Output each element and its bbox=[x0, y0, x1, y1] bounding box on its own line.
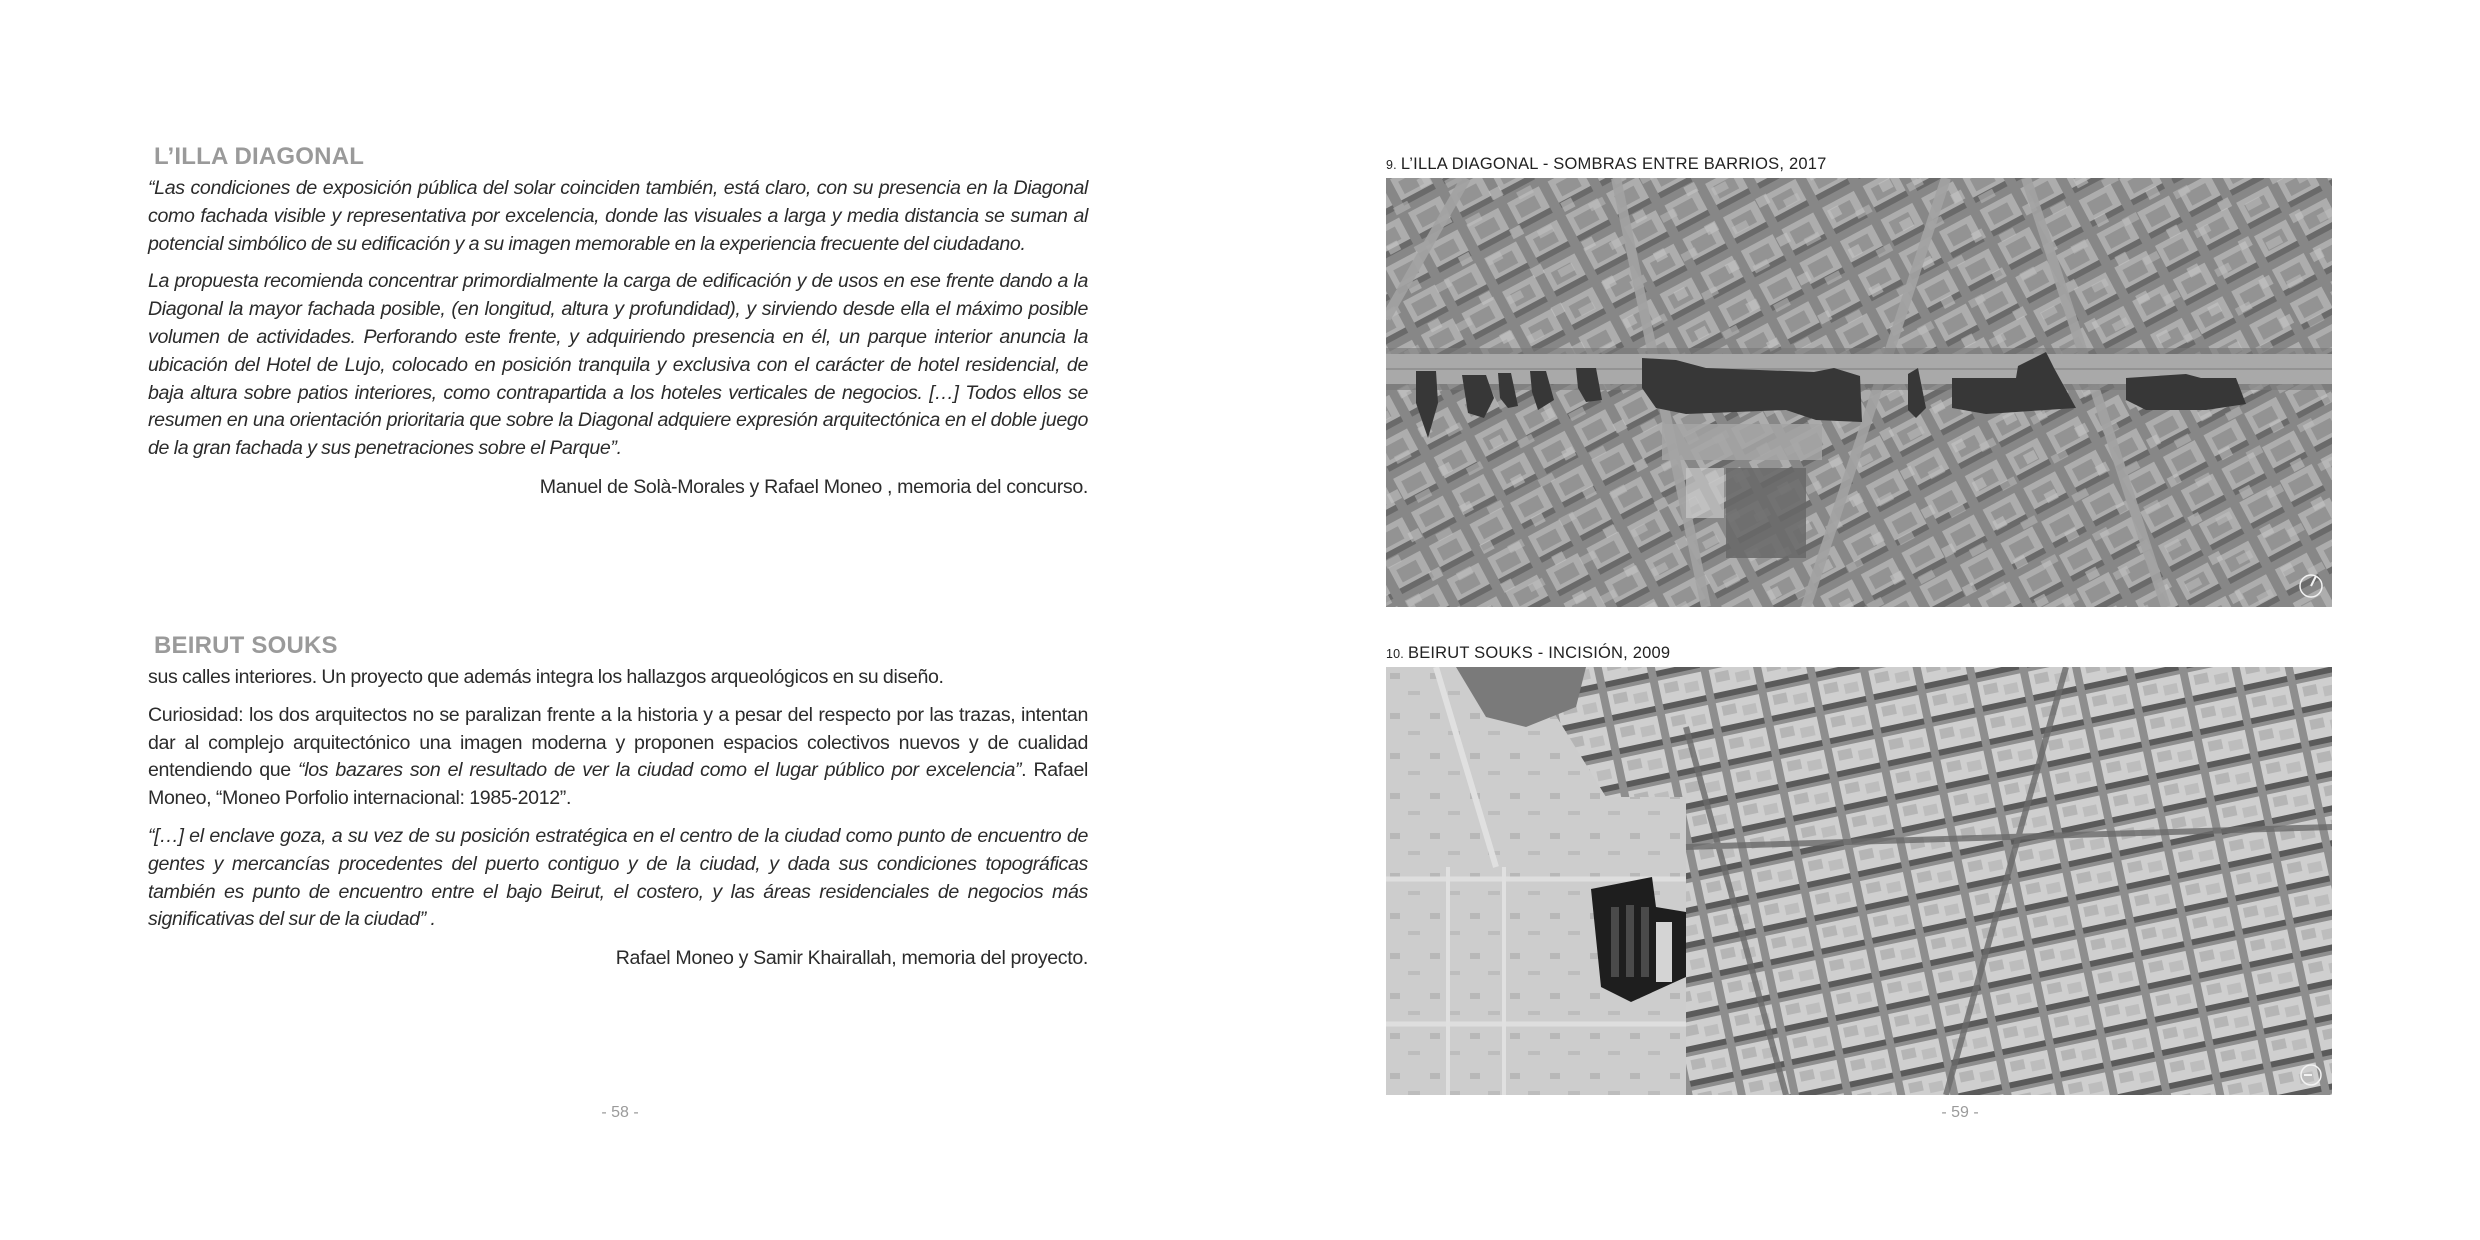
curiosity-paragraph bbox=[148, 702, 1088, 813]
intro-paragraph: sus calles interiores. Un proyecto que además integra los hallazgos arqueológicos en su diseño. bbox=[148, 666, 944, 688]
section-lilla-diagonal bbox=[148, 143, 1088, 501]
page-number: - 58 - bbox=[601, 1104, 639, 1121]
right-page bbox=[1240, 0, 2480, 1240]
page-number: - 59 - bbox=[1941, 1104, 1979, 1121]
figure-number: 10. bbox=[1386, 647, 1404, 661]
quote-paragraph: “[…] el enclave goza, a su vez de su posición estratégica en el centro de la ciudad como punto de encuentro de gentes y mercancías procedentes del puerto contiguo y de la ciudad, y dada sus condiciones topográficas también es punto de encuentro entre el bajo Beirut, el costero, y las áreas residenciales de negocios más significativas del sur de la ciudad” . bbox=[148, 824, 1088, 931]
section-beirut-souks bbox=[148, 632, 1088, 972]
figure-caption bbox=[1386, 643, 2332, 663]
quote-paragraph: “Las condiciones de exposición pública del solar coinciden también, está claro, con su presencia en la Diagonal como fachada visible y representativa por excelencia, donde las visuales a larga y media distancia se suman al potencial simbólico de su edificación y a su imagen memorable en la experiencia frecuente del ciudadano. bbox=[148, 177, 1088, 255]
curiosity-quote: “los bazares son el resultado de ver la ciudad como el lugar público por excelencia” bbox=[298, 759, 1022, 782]
figure-9 bbox=[1386, 154, 2332, 607]
figure-number: 9. bbox=[1386, 158, 1397, 172]
curiosity-tail: . Rafael Moneo, “Moneo Porfolio internacional: 1985-2012”. bbox=[148, 759, 1088, 810]
section-heading: BEIRUT SOUKS bbox=[154, 632, 338, 659]
aerial-photo-diagonal-shadows bbox=[1386, 178, 2332, 607]
section-heading: L’ILLA DIAGONAL bbox=[154, 143, 365, 170]
quote-paragraph: La propuesta recomienda concentrar primordialmente la carga de edificación y de usos en ese frente dando a la Diagonal la mayor fachada posible, (en longitud, altura y profundidad), y sirviendo desde ella el máximo posible volumen de actividades. Perforando este frente, y adquiriendo presencia en él, un parque interior anuncia la ubicación del Hotel de Lujo, colocado en posición tranquila y exclusiva con el carácter de hotel residencial, de baja altura sobre patios interiores, como contrapartida a los hoteles verticales de negocios. […] Todos ellos se resumen en una orientación prioritaria que sobre la Diagonal adquiere expresión arquitectónica en el doble juego de la gran fachada y sus penetraciones sobre el Parque”. bbox=[148, 270, 1088, 460]
figure-caption-text: BEIRUT SOUKS - INCISIÓN, 2009 bbox=[1407, 644, 1671, 662]
figure-10 bbox=[1386, 643, 2332, 1095]
figure-caption-text: L’ILLA DIAGONAL - SOMBRAS ENTRE BARRIOS, 2017 bbox=[1400, 155, 1827, 173]
figure-caption bbox=[1386, 154, 2332, 174]
aerial-photo-beirut-souks bbox=[1386, 667, 2332, 1095]
attribution: Rafael Moneo y Samir Khairallah, memoria del proyecto. bbox=[615, 947, 1088, 970]
attribution: Manuel de Solà-Morales y Rafael Moneo , memoria del concurso. bbox=[539, 475, 1088, 498]
curiosity-lead: Curiosidad: los dos arquitectos no se paralizan frente a la historia y a pesar del respecto por las trazas, intentan dar al complejo arquitectónico una imagen moderna y proponen espacios colectivos nuevos y de cualidad entendiendo que bbox=[148, 703, 1088, 782]
